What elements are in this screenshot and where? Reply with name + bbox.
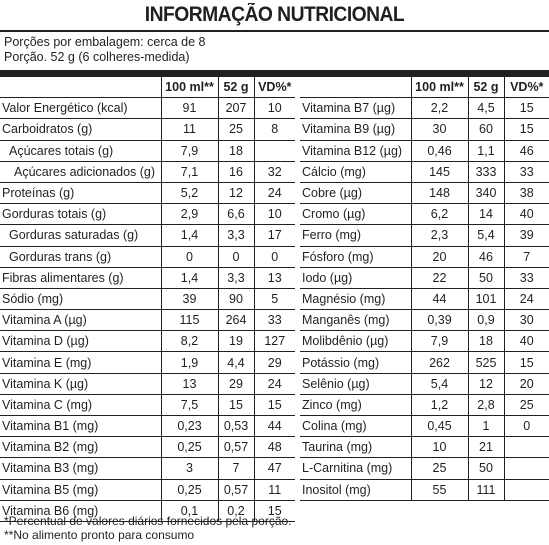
value-52g: 60 bbox=[468, 119, 504, 140]
value-vd: 15 bbox=[504, 98, 549, 119]
value-52g: 14 bbox=[468, 204, 504, 225]
nutrient-name: Gorduras saturadas (g) bbox=[0, 225, 161, 246]
table-row bbox=[0, 246, 295, 267]
value-52g: 29 bbox=[218, 373, 254, 394]
nutrient-name: Valor Energético (kcal) bbox=[0, 98, 161, 119]
value-100ml: 7,9 bbox=[411, 331, 468, 352]
nutrient-name: Colina (mg) bbox=[300, 416, 411, 437]
table-row bbox=[0, 98, 295, 119]
footnote-ready: **No alimento pronto para consumo bbox=[4, 528, 195, 542]
table-row bbox=[300, 140, 549, 161]
nutrient-name: Selênio (µg) bbox=[300, 373, 411, 394]
nutrient-name: Cobre (µg) bbox=[300, 182, 411, 203]
table-row bbox=[300, 479, 549, 500]
value-100ml: 25 bbox=[411, 458, 468, 479]
table-row bbox=[0, 119, 295, 140]
value-100ml: 1,9 bbox=[161, 352, 218, 373]
table-row bbox=[300, 437, 549, 458]
value-100ml: 7,9 bbox=[161, 140, 218, 161]
table-row bbox=[300, 373, 549, 394]
value-100ml: 0,1 bbox=[161, 500, 218, 521]
value-100ml: 55 bbox=[411, 479, 468, 500]
value-vd: 46 bbox=[504, 140, 549, 161]
nutrient-name: Fósforo (mg) bbox=[300, 246, 411, 267]
value-52g: 101 bbox=[468, 288, 504, 309]
value-100ml: 5,2 bbox=[161, 182, 218, 203]
value-100ml: 0,39 bbox=[411, 310, 468, 331]
value-vd: 10 bbox=[254, 98, 295, 119]
value-52g: 4,4 bbox=[218, 352, 254, 373]
header-nutrient bbox=[0, 77, 161, 98]
header-vd: VD%* bbox=[254, 77, 295, 98]
table-row bbox=[0, 267, 295, 288]
value-100ml: 8,2 bbox=[161, 331, 218, 352]
value-vd: 48 bbox=[254, 437, 295, 458]
table-row bbox=[300, 246, 549, 267]
nutrient-name: Manganês (mg) bbox=[300, 310, 411, 331]
value-100ml: 0,25 bbox=[161, 437, 218, 458]
value-vd: 33 bbox=[504, 267, 549, 288]
nutrient-name: Taurina (mg) bbox=[300, 437, 411, 458]
value-52g: 264 bbox=[218, 310, 254, 331]
portion-info bbox=[4, 35, 206, 65]
table-row bbox=[0, 437, 295, 458]
value-100ml: 6,2 bbox=[411, 204, 468, 225]
value-100ml: 10 bbox=[411, 437, 468, 458]
table-row bbox=[300, 98, 549, 119]
table-row bbox=[300, 119, 549, 140]
nutrient-name: Vitamina B7 (µg) bbox=[300, 98, 411, 119]
value-100ml: 1,2 bbox=[411, 394, 468, 415]
value-vd: 5 bbox=[254, 288, 295, 309]
value-100ml: 0 bbox=[161, 246, 218, 267]
value-52g: 46 bbox=[468, 246, 504, 267]
value-100ml: 0,46 bbox=[411, 140, 468, 161]
value-100ml: 1,4 bbox=[161, 267, 218, 288]
value-vd: 8 bbox=[254, 119, 295, 140]
value-52g: 7 bbox=[218, 458, 254, 479]
column-divider bbox=[296, 77, 299, 504]
header-52g: 52 g bbox=[218, 77, 254, 98]
value-52g: 333 bbox=[468, 161, 504, 182]
value-vd: 29 bbox=[254, 352, 295, 373]
value-100ml: 20 bbox=[411, 246, 468, 267]
nutrient-name: Molibdênio (µg) bbox=[300, 331, 411, 352]
value-100ml: 1,4 bbox=[161, 225, 218, 246]
value-100ml: 5,4 bbox=[411, 373, 468, 394]
value-52g: 5,4 bbox=[468, 225, 504, 246]
value-52g: 19 bbox=[218, 331, 254, 352]
value-52g: 21 bbox=[468, 437, 504, 458]
nutrient-name: Cálcio (mg) bbox=[300, 161, 411, 182]
nutrient-name: Vitamina B5 (mg) bbox=[0, 479, 161, 500]
value-vd: 33 bbox=[254, 310, 295, 331]
value-52g: 0,57 bbox=[218, 437, 254, 458]
value-52g: 50 bbox=[468, 458, 504, 479]
header-100ml: 100 ml** bbox=[161, 77, 218, 98]
value-vd: 33 bbox=[504, 161, 549, 182]
footnote-vd: *Percentual de valores diários fornecidos pela porção. bbox=[4, 514, 292, 528]
value-52g: 0 bbox=[218, 246, 254, 267]
value-vd: 47 bbox=[254, 458, 295, 479]
value-vd: 30 bbox=[504, 310, 549, 331]
value-vd: 11 bbox=[254, 479, 295, 500]
table-row bbox=[0, 140, 295, 161]
value-100ml: 39 bbox=[161, 288, 218, 309]
value-52g: 3,3 bbox=[218, 225, 254, 246]
header-vd: VD%* bbox=[504, 77, 549, 98]
value-100ml: 7,1 bbox=[161, 161, 218, 182]
value-vd: 15 bbox=[504, 119, 549, 140]
value-52g: 0,53 bbox=[218, 416, 254, 437]
value-52g: 525 bbox=[468, 352, 504, 373]
value-vd: 44 bbox=[254, 416, 295, 437]
nutrient-name: Sódio (mg) bbox=[0, 288, 161, 309]
value-100ml: 262 bbox=[411, 352, 468, 373]
value-vd: 40 bbox=[504, 204, 549, 225]
value-52g: 18 bbox=[218, 140, 254, 161]
value-100ml: 44 bbox=[411, 288, 468, 309]
value-100ml: 2,2 bbox=[411, 98, 468, 119]
table-row bbox=[0, 182, 295, 203]
header-row bbox=[0, 77, 295, 98]
table-row bbox=[300, 416, 549, 437]
table-row bbox=[0, 373, 295, 394]
nutrient-name: Vitamina C (mg) bbox=[0, 394, 161, 415]
value-100ml: 91 bbox=[161, 98, 218, 119]
value-100ml: 0,23 bbox=[161, 416, 218, 437]
table-row bbox=[0, 416, 295, 437]
value-100ml: 3 bbox=[161, 458, 218, 479]
nutrient-name: Vitamina B2 (mg) bbox=[0, 437, 161, 458]
value-vd: 24 bbox=[504, 288, 549, 309]
nutrient-name: Vitamina B12 (µg) bbox=[300, 140, 411, 161]
value-100ml: 7,5 bbox=[161, 394, 218, 415]
value-vd: 0 bbox=[504, 416, 549, 437]
nutrient-name: Vitamina A (µg) bbox=[0, 310, 161, 331]
value-vd: 32 bbox=[254, 161, 295, 182]
value-vd: 25 bbox=[504, 394, 549, 415]
value-100ml: 115 bbox=[161, 310, 218, 331]
nutrient-name: Vitamina B3 (mg) bbox=[0, 458, 161, 479]
nutrient-name: Zinco (mg) bbox=[300, 394, 411, 415]
value-52g: 16 bbox=[218, 161, 254, 182]
value-vd bbox=[504, 458, 549, 479]
value-52g: 50 bbox=[468, 267, 504, 288]
table-row bbox=[300, 182, 549, 203]
portions-per-package: Porções por embalagem: cerca de 8 bbox=[4, 35, 206, 49]
value-vd: 10 bbox=[254, 204, 295, 225]
footnotes bbox=[4, 514, 292, 542]
value-vd: 38 bbox=[504, 182, 549, 203]
value-100ml: 0,25 bbox=[161, 479, 218, 500]
value-vd: 24 bbox=[254, 182, 295, 203]
header-rule bbox=[0, 70, 549, 77]
table-row bbox=[0, 394, 295, 415]
value-100ml: 145 bbox=[411, 161, 468, 182]
value-100ml: 22 bbox=[411, 267, 468, 288]
value-vd bbox=[504, 437, 549, 458]
header-row bbox=[300, 77, 549, 98]
value-vd: 39 bbox=[504, 225, 549, 246]
value-vd: 40 bbox=[504, 331, 549, 352]
table-row bbox=[300, 352, 549, 373]
value-vd: 7 bbox=[504, 246, 549, 267]
nutrient-name: Inositol (mg) bbox=[300, 479, 411, 500]
table-row bbox=[0, 458, 295, 479]
header-52g: 52 g bbox=[468, 77, 504, 98]
value-52g: 15 bbox=[218, 394, 254, 415]
nutrient-name: Vitamina K (µg) bbox=[0, 373, 161, 394]
value-vd: 20 bbox=[504, 373, 549, 394]
value-100ml: 2,9 bbox=[161, 204, 218, 225]
nutrition-table-right bbox=[300, 77, 549, 501]
nutrient-name: Vitamina B1 (mg) bbox=[0, 416, 161, 437]
value-vd: 0 bbox=[254, 246, 295, 267]
value-52g: 12 bbox=[468, 373, 504, 394]
table-row bbox=[0, 479, 295, 500]
value-100ml: 0,45 bbox=[411, 416, 468, 437]
value-vd: 15 bbox=[254, 394, 295, 415]
value-vd bbox=[254, 140, 295, 161]
nutrient-name: Fibras alimentares (g) bbox=[0, 267, 161, 288]
value-52g: 0,2 bbox=[218, 500, 254, 521]
table-row bbox=[300, 225, 549, 246]
header-nutrient bbox=[300, 77, 411, 98]
nutrient-name: Carboidratos (g) bbox=[0, 119, 161, 140]
title-rule bbox=[0, 30, 549, 32]
nutrient-name: Potássio (mg) bbox=[300, 352, 411, 373]
value-vd: 24 bbox=[254, 373, 295, 394]
value-vd: 15 bbox=[254, 500, 295, 521]
value-52g: 25 bbox=[218, 119, 254, 140]
value-52g: 340 bbox=[468, 182, 504, 203]
value-100ml: 2,3 bbox=[411, 225, 468, 246]
table-row bbox=[300, 161, 549, 182]
nutrient-name: Magnésio (mg) bbox=[300, 288, 411, 309]
table-row bbox=[300, 331, 549, 352]
value-52g: 1 bbox=[468, 416, 504, 437]
value-52g: 2,8 bbox=[468, 394, 504, 415]
page-title: INFORMAÇÃO NUTRICIONAL bbox=[144, 3, 405, 26]
value-100ml: 13 bbox=[161, 373, 218, 394]
table-row bbox=[0, 352, 295, 373]
header-100ml: 100 ml** bbox=[411, 77, 468, 98]
table-row bbox=[0, 331, 295, 352]
nutrient-name: Açúcares adicionados (g) bbox=[0, 161, 161, 182]
value-vd bbox=[504, 479, 549, 500]
table-row bbox=[0, 204, 295, 225]
table-row bbox=[300, 458, 549, 479]
nutrient-name: Gorduras trans (g) bbox=[0, 246, 161, 267]
nutrient-name: Proteínas (g) bbox=[0, 182, 161, 203]
value-vd: 127 bbox=[254, 331, 295, 352]
nutrient-name: Iodo (µg) bbox=[300, 267, 411, 288]
value-52g: 207 bbox=[218, 98, 254, 119]
value-52g: 3,3 bbox=[218, 267, 254, 288]
nutrient-name: L-Carnitina (mg) bbox=[300, 458, 411, 479]
nutrient-name: Açúcares totais (g) bbox=[0, 140, 161, 161]
table-row bbox=[300, 267, 549, 288]
nutrient-name: Vitamina E (mg) bbox=[0, 352, 161, 373]
value-52g: 4,5 bbox=[468, 98, 504, 119]
value-52g: 6,6 bbox=[218, 204, 254, 225]
table-row bbox=[0, 161, 295, 182]
value-vd: 15 bbox=[504, 352, 549, 373]
value-52g: 111 bbox=[468, 479, 504, 500]
nutrition-table-left bbox=[0, 77, 295, 522]
table-row bbox=[300, 310, 549, 331]
table-row bbox=[0, 225, 295, 246]
table-row bbox=[0, 288, 295, 309]
value-vd: 13 bbox=[254, 267, 295, 288]
value-52g: 0,57 bbox=[218, 479, 254, 500]
nutrient-name: Cromo (µg) bbox=[300, 204, 411, 225]
table-row bbox=[300, 394, 549, 415]
value-52g: 1,1 bbox=[468, 140, 504, 161]
value-100ml: 11 bbox=[161, 119, 218, 140]
table-row bbox=[300, 288, 549, 309]
value-52g: 12 bbox=[218, 182, 254, 203]
value-100ml: 148 bbox=[411, 182, 468, 203]
nutrient-name: Vitamina B6 (mg) bbox=[0, 500, 161, 521]
portion-size: Porção. 52 g (6 colheres-medida) bbox=[4, 50, 190, 64]
nutrient-name: Vitamina B9 (µg) bbox=[300, 119, 411, 140]
value-52g: 18 bbox=[468, 331, 504, 352]
nutrient-name: Gorduras totais (g) bbox=[0, 204, 161, 225]
table-row bbox=[300, 204, 549, 225]
table-row bbox=[0, 310, 295, 331]
value-52g: 90 bbox=[218, 288, 254, 309]
value-100ml: 30 bbox=[411, 119, 468, 140]
value-vd: 17 bbox=[254, 225, 295, 246]
value-52g: 0,9 bbox=[468, 310, 504, 331]
nutrient-name: Ferro (mg) bbox=[300, 225, 411, 246]
nutrient-name: Vitamina D (µg) bbox=[0, 331, 161, 352]
